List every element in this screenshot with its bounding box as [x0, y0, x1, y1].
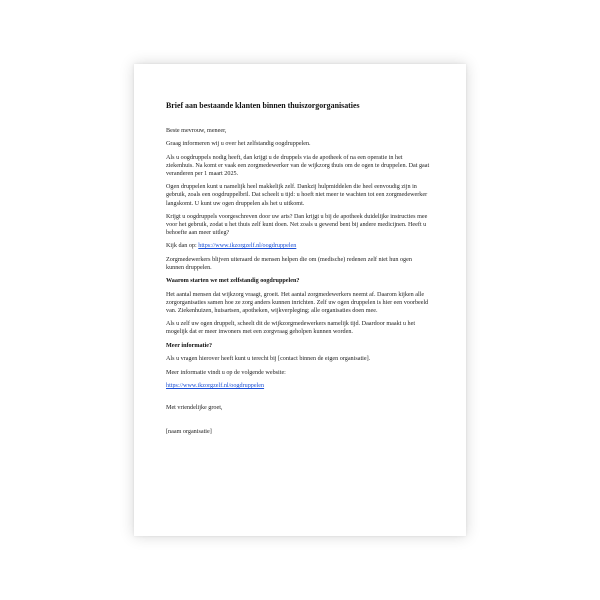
heading-why: Waarom starten we met zelfstandig oogdruppelen?: [166, 278, 300, 285]
paragraph-7: Als u vragen hierover heeft kunt u terecht bij [contact binnen de eigen organisatie].: [166, 356, 371, 363]
heading-more-info: Meer informatie?: [166, 342, 213, 349]
paragraph-8: Meer informatie vindt u op de volgende website:: [166, 369, 286, 376]
paragraph-1: Als u oogdruppels nodig heeft, dan krijgt u de druppels via de apotheek of na een operatie in het ziekenhuis. Na komt er vaak een zorgmedewerker van de wijkzorg thuis om de ogen te druppelen. Dat gaat veranderen per 1 maart 2025.: [166, 154, 430, 177]
website-link-1[interactable]: https://www.ikzorgzelf.nl/oogdruppelen: [198, 243, 297, 250]
paragraph-2: Ogen druppelen kunt u namelijk heel makkelijk zelf. Dankzij hulpmiddelen die heel eenvoudig zijn in gebruik, zoals een oogdruppelbril. Dat scheelt u tijd: u hoeft niet meer te wachten tot een zorgmedewerker langskomt. U kunt uw ogen druppelen als het u uitkomt.: [166, 184, 428, 207]
look-label: Kijk dan op:: [166, 243, 199, 250]
paragraph-4: Zorgmedewerkers blijven uiteraard de mensen helpen die om (medische) redenen zelf niet hun ogen kunnen druppelen.: [166, 256, 412, 271]
document-page: [134, 64, 466, 536]
paragraph-5: Het aantal mensen dat wijkzorg vraagt, groeit. Het aantal zorgmedewerkers neemt af. Daarom kijken alle zorgorganisaties samen hoe ze zorg anders kunnen inrichten. Zelf uw ogen druppelen is hier een voorbeeld van. Ziekenhuizen, huisartsen, apotheken, wijkverpleging; alle organisaties doen mee.: [166, 291, 429, 314]
paragraph-3: Krijgt u oogdruppels voorgeschreven door uw arts? Dan krijgt u bij de apotheek duidelijke instructies mee voor het gebruik, zodat u het thuis zelf kunt doen. Net zoals u gewend bent bij andere medicijnen. Heeft u behoefte aan meer uitleg?: [166, 213, 428, 237]
document-title: Brief aan bestaande klanten binnen thuiszorgorganisaties: [166, 101, 360, 110]
intro-paragraph: Graag informeren wij u over het zelfstandig oogdruppelen.: [166, 141, 311, 148]
paragraph-6: Als u zelf uw ogen druppelt, scheelt dit de wijkzorgmedewerkers namelijk tijd. Daardoor maakt u het mogelijk dat er meer inwoners met een zorgvraag geholpen kunnen worden.: [166, 321, 416, 336]
look-line: [166, 242, 430, 250]
closing: Met vriendelijke groet,: [166, 405, 223, 412]
website-link-2[interactable]: https://www.ikzorgzelf.nl/oogdruppelen: [166, 383, 265, 390]
link-line: [166, 382, 430, 390]
signature: [naam organisatie]: [166, 429, 212, 436]
salutation: Beste mevrouw, meneer,: [166, 128, 227, 134]
